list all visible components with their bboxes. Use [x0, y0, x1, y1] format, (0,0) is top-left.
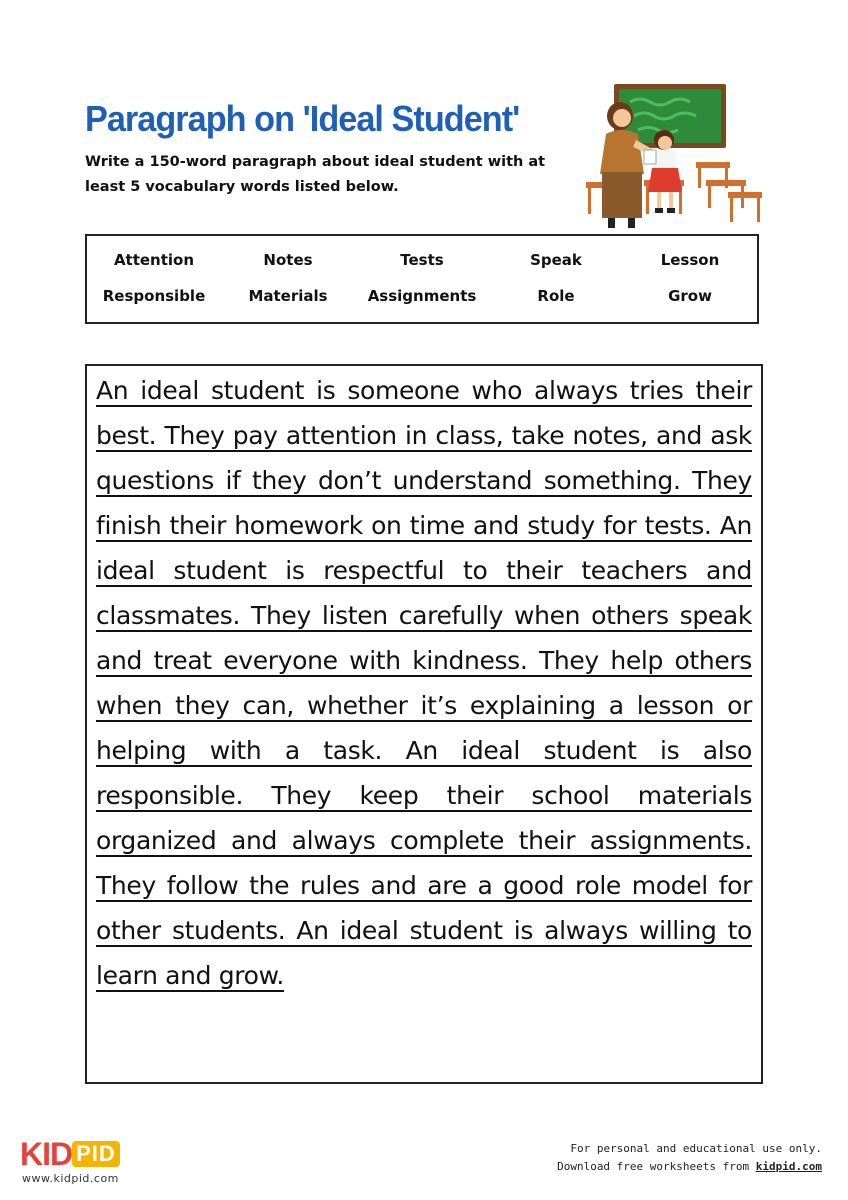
footer-link[interactable]: kidpid.com	[755, 1160, 822, 1173]
logo-pid: PID	[72, 1141, 120, 1167]
kidpid-logo	[20, 1136, 120, 1173]
footer-download-line	[557, 1158, 822, 1176]
vocab-word: Attention	[113, 251, 195, 269]
vocab-word: Notes	[263, 251, 313, 269]
paragraph-box	[85, 364, 763, 1084]
vocab-word: Tests	[400, 251, 444, 269]
vocab-word: Lesson	[660, 251, 720, 269]
footer-usage-note: For personal and educational use only.	[570, 1142, 822, 1155]
classroom-illustration	[578, 82, 768, 232]
paragraph-text: An ideal student is someone who always tries their best. They pay attention in class, take notes, and ask questions if they don’t understand something. They finish their homework on time and study for tests. An ideal student is respectful to their teachers and classmates. They listen carefully when others speak and treat everyone with kindness. They help others when they can, whether it’s explaining a lesson or helping with a task. An ideal student is also responsible. They keep their school materials organized and always complete their assignments. They follow the rules and are a good role model for other students. An ideal student is always willing to learn and grow.	[96, 376, 752, 990]
vocab-word: Role	[537, 287, 575, 305]
vocab-word: Grow	[668, 287, 712, 305]
logo-kid: KID	[20, 1136, 73, 1172]
vocabulary-box	[85, 234, 759, 324]
page-title: Paragraph on 'Ideal Student'	[85, 98, 520, 139]
vocab-word: Materials	[248, 287, 328, 305]
vocab-word: Speak	[530, 251, 582, 269]
vocab-word: Assignments	[367, 287, 477, 305]
logo-url: www.kidpid.com	[22, 1172, 119, 1185]
vocab-word: Responsible	[102, 287, 206, 305]
footer-download-prefix: Download free worksheets from	[557, 1160, 756, 1173]
footer-note	[557, 1140, 822, 1176]
instructions: Write a 150-word paragraph about ideal student with at least 5 vocabulary words listed below.	[85, 154, 546, 195]
